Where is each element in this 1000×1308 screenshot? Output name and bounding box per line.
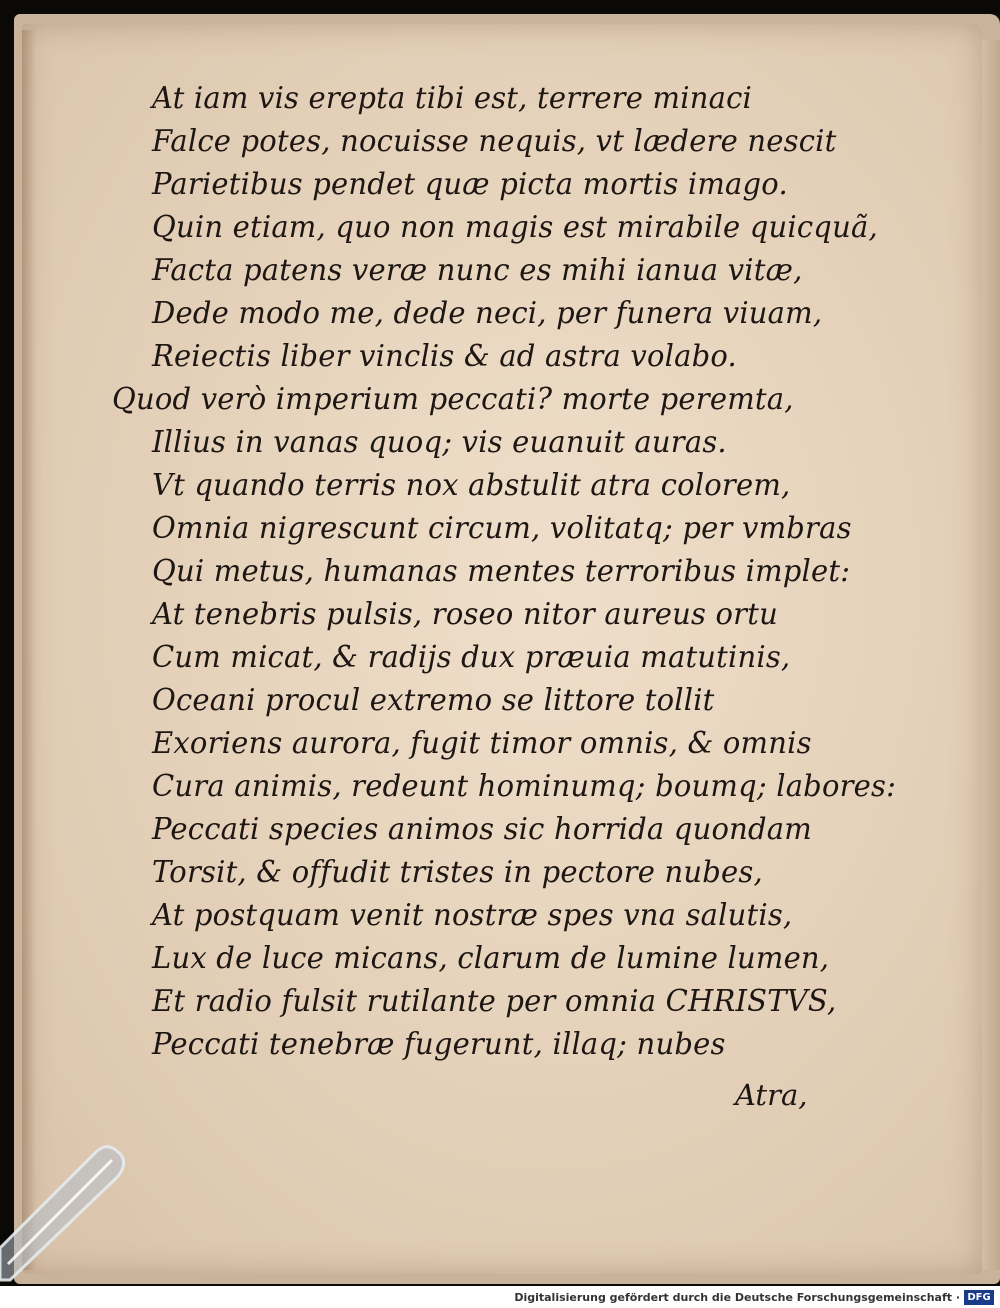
verse-line: Quod verò imperium peccati? morte peremta, [112,381,794,417]
verse-line: Quin etiam, quo non magis est mirabile quicquã, [152,209,878,245]
verse-line: Qui metus, humanas mentes terroribus implet: [152,553,851,589]
verse-line: Peccati species animos sic horrida quondam [152,811,812,847]
verse-line: Illius in vanas quoq; vis euanuit auras. [152,424,727,460]
verse-line: Torsit, & offudit tristes in pectore nubes, [152,854,763,890]
verse-line: Omnia nigrescunt circum, volitatq; per vmbras [152,510,852,546]
verse-line: Peccati tenebræ fugerunt, illaq; nubes [152,1026,726,1062]
footer-bar [0,1286,1000,1308]
dfg-logo: DFG [964,1290,994,1305]
verse-line: At postquam venit nostræ spes vna salutis, [152,897,793,933]
verse-line: Facta patens veræ nunc es mihi ianua vitæ, [152,252,803,288]
verse-line: At tenebris pulsis, roseo nitor aureus ortu [152,596,778,632]
verse-line: Vt quando terris nox abstulit atra colorem, [152,467,791,503]
verse-line: Cum micat, & radijs dux præuia matutinis, [152,639,791,675]
verse-line: Falce potes, nocuisse nequis, vt lædere nescit [152,123,837,159]
verse-line: Oceani procul extremo se littore tollit [152,682,715,718]
verse-line: At iam vis erepta tibi est, terrere minaci [152,80,752,116]
verse-line: Parietibus pendet quæ picta mortis imago. [152,166,788,202]
verse-line: Cura animis, redeunt hominumq; boumq; labores: [152,768,897,804]
catchword: Atra, [735,1078,808,1112]
glass-clip [0,1130,140,1290]
verse-line: Et radio fulsit rutilante per omnia CHRISTVS, [152,983,837,1019]
verse-line: Exoriens aurora, fugit timor omnis, & omnis [152,725,812,761]
verse-line: Dede modo me, dede neci, per funera viuam, [152,295,823,331]
funding-credit: Digitalisierung gefördert durch die Deutsche Forschungsgemeinschaft · [514,1291,960,1304]
verse-line: Reiectis liber vinclis & ad astra volabo. [152,338,737,374]
page-gutter-shadow [22,30,36,1270]
verse-line: Lux de luce micans, clarum de lumine lumen, [152,940,830,976]
